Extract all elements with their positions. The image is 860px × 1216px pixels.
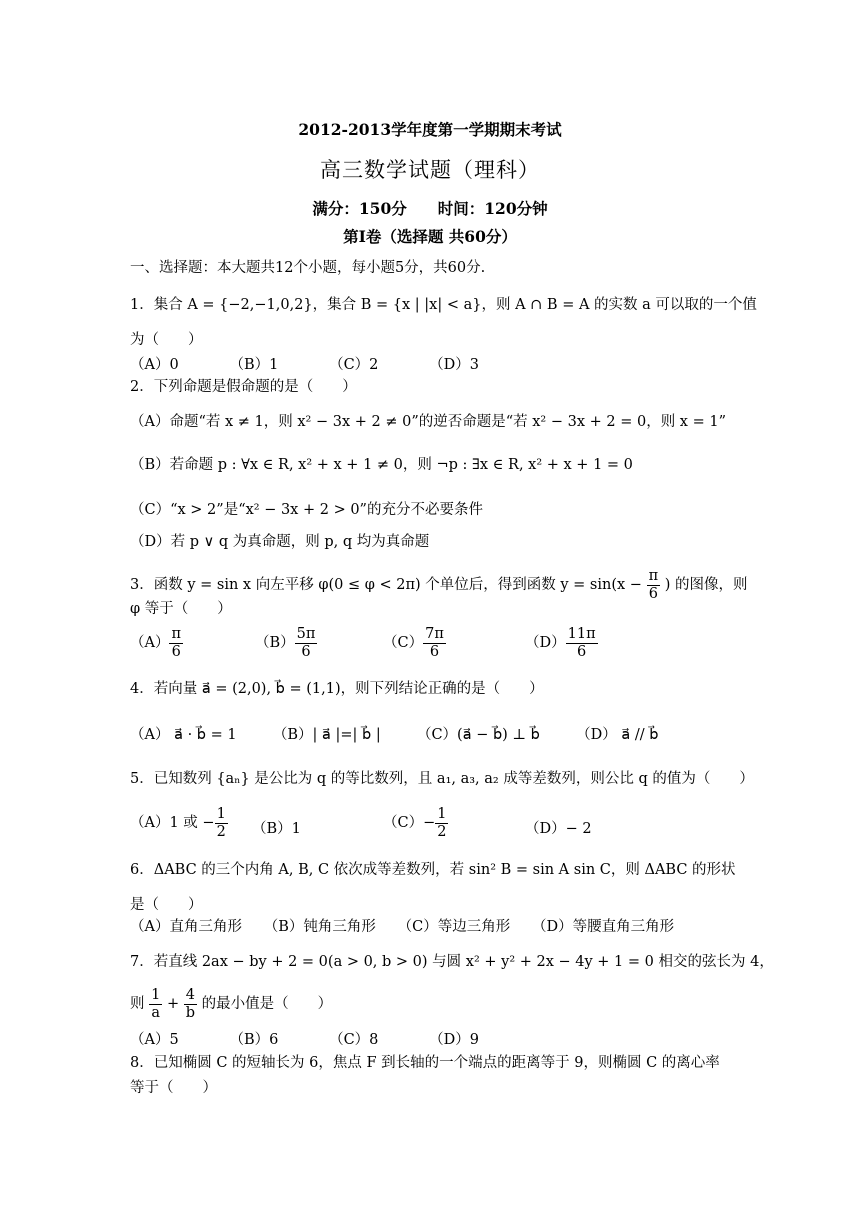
question-4-options: （A） a⃗ · b⃗ = 1 （B）| a⃗ |=| b⃗ | （C）(a⃗ − b⃗) ⊥ b⃗ （D） a⃗ // b⃗ [130, 727, 659, 743]
question-5-option-c [383, 806, 448, 840]
question-3-stem-end: ) 的图像，则 [664, 577, 748, 594]
frac-num: 11π [567, 626, 596, 642]
frac-num: 1 [151, 987, 161, 1003]
question-2-option-a: （A）命题“若 x ≠ 1，则 x² − 3x + 2 ≠ 0”的逆否命题是“若 x² − 3x + 2 = 0，则 x = 1” [130, 414, 726, 430]
option-label: （D） [525, 635, 566, 652]
question-6-options: （A）直角三角形 （B）钝角三角形 （C）等边三角形 （D）等腰直角三角形 [130, 919, 675, 935]
question-2-stem: 2．下列命题是假命题的是（ ） [130, 379, 357, 395]
question-1-stem-cont: 为（ ） [130, 332, 203, 348]
option-label: （B） [255, 635, 295, 652]
frac-den: 6 [301, 643, 311, 660]
exam-score-time: 满分：150分 时间：120分钟 [312, 199, 548, 218]
question-6-stem-cont: 是（ ） [130, 897, 203, 913]
frac-num: 7π [425, 626, 444, 642]
question-3-option-b [255, 626, 317, 660]
option-text: （A）1 或 − [130, 815, 215, 832]
question-2-option-d: （D）若 p ∨ q 为真命题，则 p, q 均为真命题 [130, 534, 430, 550]
frac-den: 2 [216, 823, 226, 840]
question-7-stem: 7．若直线 2ax − by + 2 = 0(a > 0, b > 0) 与圆 x² + y² + 2x − 4y + 1 = 0 相交的弦长为 4， [130, 954, 774, 970]
question-8-stem-cont: 等于（ ） [130, 1080, 217, 1096]
frac-num: π [171, 626, 182, 642]
exam-title: 2012-2013学年度第一学期期末考试 [298, 120, 562, 139]
frac-den: b [185, 1004, 196, 1021]
frac-den: 6 [577, 643, 587, 660]
question-3-option-c [383, 626, 446, 660]
exam-subtitle: 高三数学试题（理科） [320, 158, 540, 182]
question-8-stem: 8．已知椭圆 C 的短轴长为 6，焦点 F 到长轴的一个端点的距离等于 9，则椭圆 C 的离心率 [130, 1055, 720, 1071]
question-1-stem: 1．集合 A = {−2,−1,0,2}，集合 B = {x | |x| < a}，则 A ∩ B = A 的实数 a 可以取的一个值 [130, 297, 757, 313]
frac-num: π [648, 568, 659, 584]
question-7-options: （A）5 （B）6 （C）8 （D）9 [130, 1032, 479, 1048]
frac-num: 1 [437, 806, 447, 822]
option-label: （A） [130, 635, 170, 652]
frac-den: 6 [648, 585, 658, 602]
frac-den: 2 [437, 823, 447, 840]
frac-den: 6 [429, 643, 440, 660]
question-3-option-d [525, 626, 598, 660]
option-text: （C）− [383, 815, 436, 832]
question-3-option-a [130, 626, 183, 660]
frac-den: 6 [171, 643, 181, 660]
question-5-option-a [130, 806, 228, 840]
option-label: （C） [383, 635, 424, 652]
plus-sign: + [166, 996, 180, 1013]
question-3-stem-cont: φ 等于（ ） [130, 601, 232, 617]
frac-den: a [151, 1004, 161, 1021]
question-3-stem-text: 3．函数 y = sin x 向左平移 φ(0 ≤ φ < 2π) 个单位后，得到函数 y = sin(x − [130, 577, 642, 594]
question-5-option-d: （D）− 2 [525, 821, 592, 837]
section-instructions: 一、选择题：本大题共12个小题，每小题5分，共60分. [130, 260, 486, 276]
question-6-stem: 6．ΔABC 的三个内角 A, B, C 依次成等差数列，若 sin² B = sin A sin C，则 ΔABC 的形状 [130, 862, 736, 878]
section-heading: 第Ⅰ卷（选择题 共60分） [343, 227, 517, 246]
question-3-stem [130, 568, 747, 602]
frac-num: 5π [296, 626, 316, 642]
question-5-stem: 5．已知数列 {aₙ} 是公比为 q 的等比数列，且 a₁, a₃, a₂ 成等差数列，则公比 q 的值为（ ） [130, 771, 754, 787]
frac-num: 1 [216, 806, 226, 822]
question-4-stem: 4．若向量 a⃗ = (2,0), b⃗ = (1,1)，则下列结论正确的是（ ） [130, 681, 544, 697]
question-2-option-c: （C）“x > 2”是“x² − 3x + 2 > 0”的充分不必要条件 [130, 502, 483, 518]
question-2-option-b: （B）若命题 p : ∀x ∈ R, x² + x + 1 ≠ 0，则 ¬p : ∃x ∈ R, x² + x + 1 = 0 [130, 457, 633, 473]
frac-num: 4 [184, 987, 197, 1005]
question-5-option-b: （B）1 [252, 821, 301, 837]
stem-text: 则 [130, 996, 145, 1013]
question-3-fraction [647, 568, 661, 602]
question-7-stem-cont [130, 987, 332, 1021]
stem-text: 的最小值是（ ） [201, 996, 333, 1013]
question-1-options: （A）0 （B）1 （C）2 （D）3 [130, 357, 479, 373]
